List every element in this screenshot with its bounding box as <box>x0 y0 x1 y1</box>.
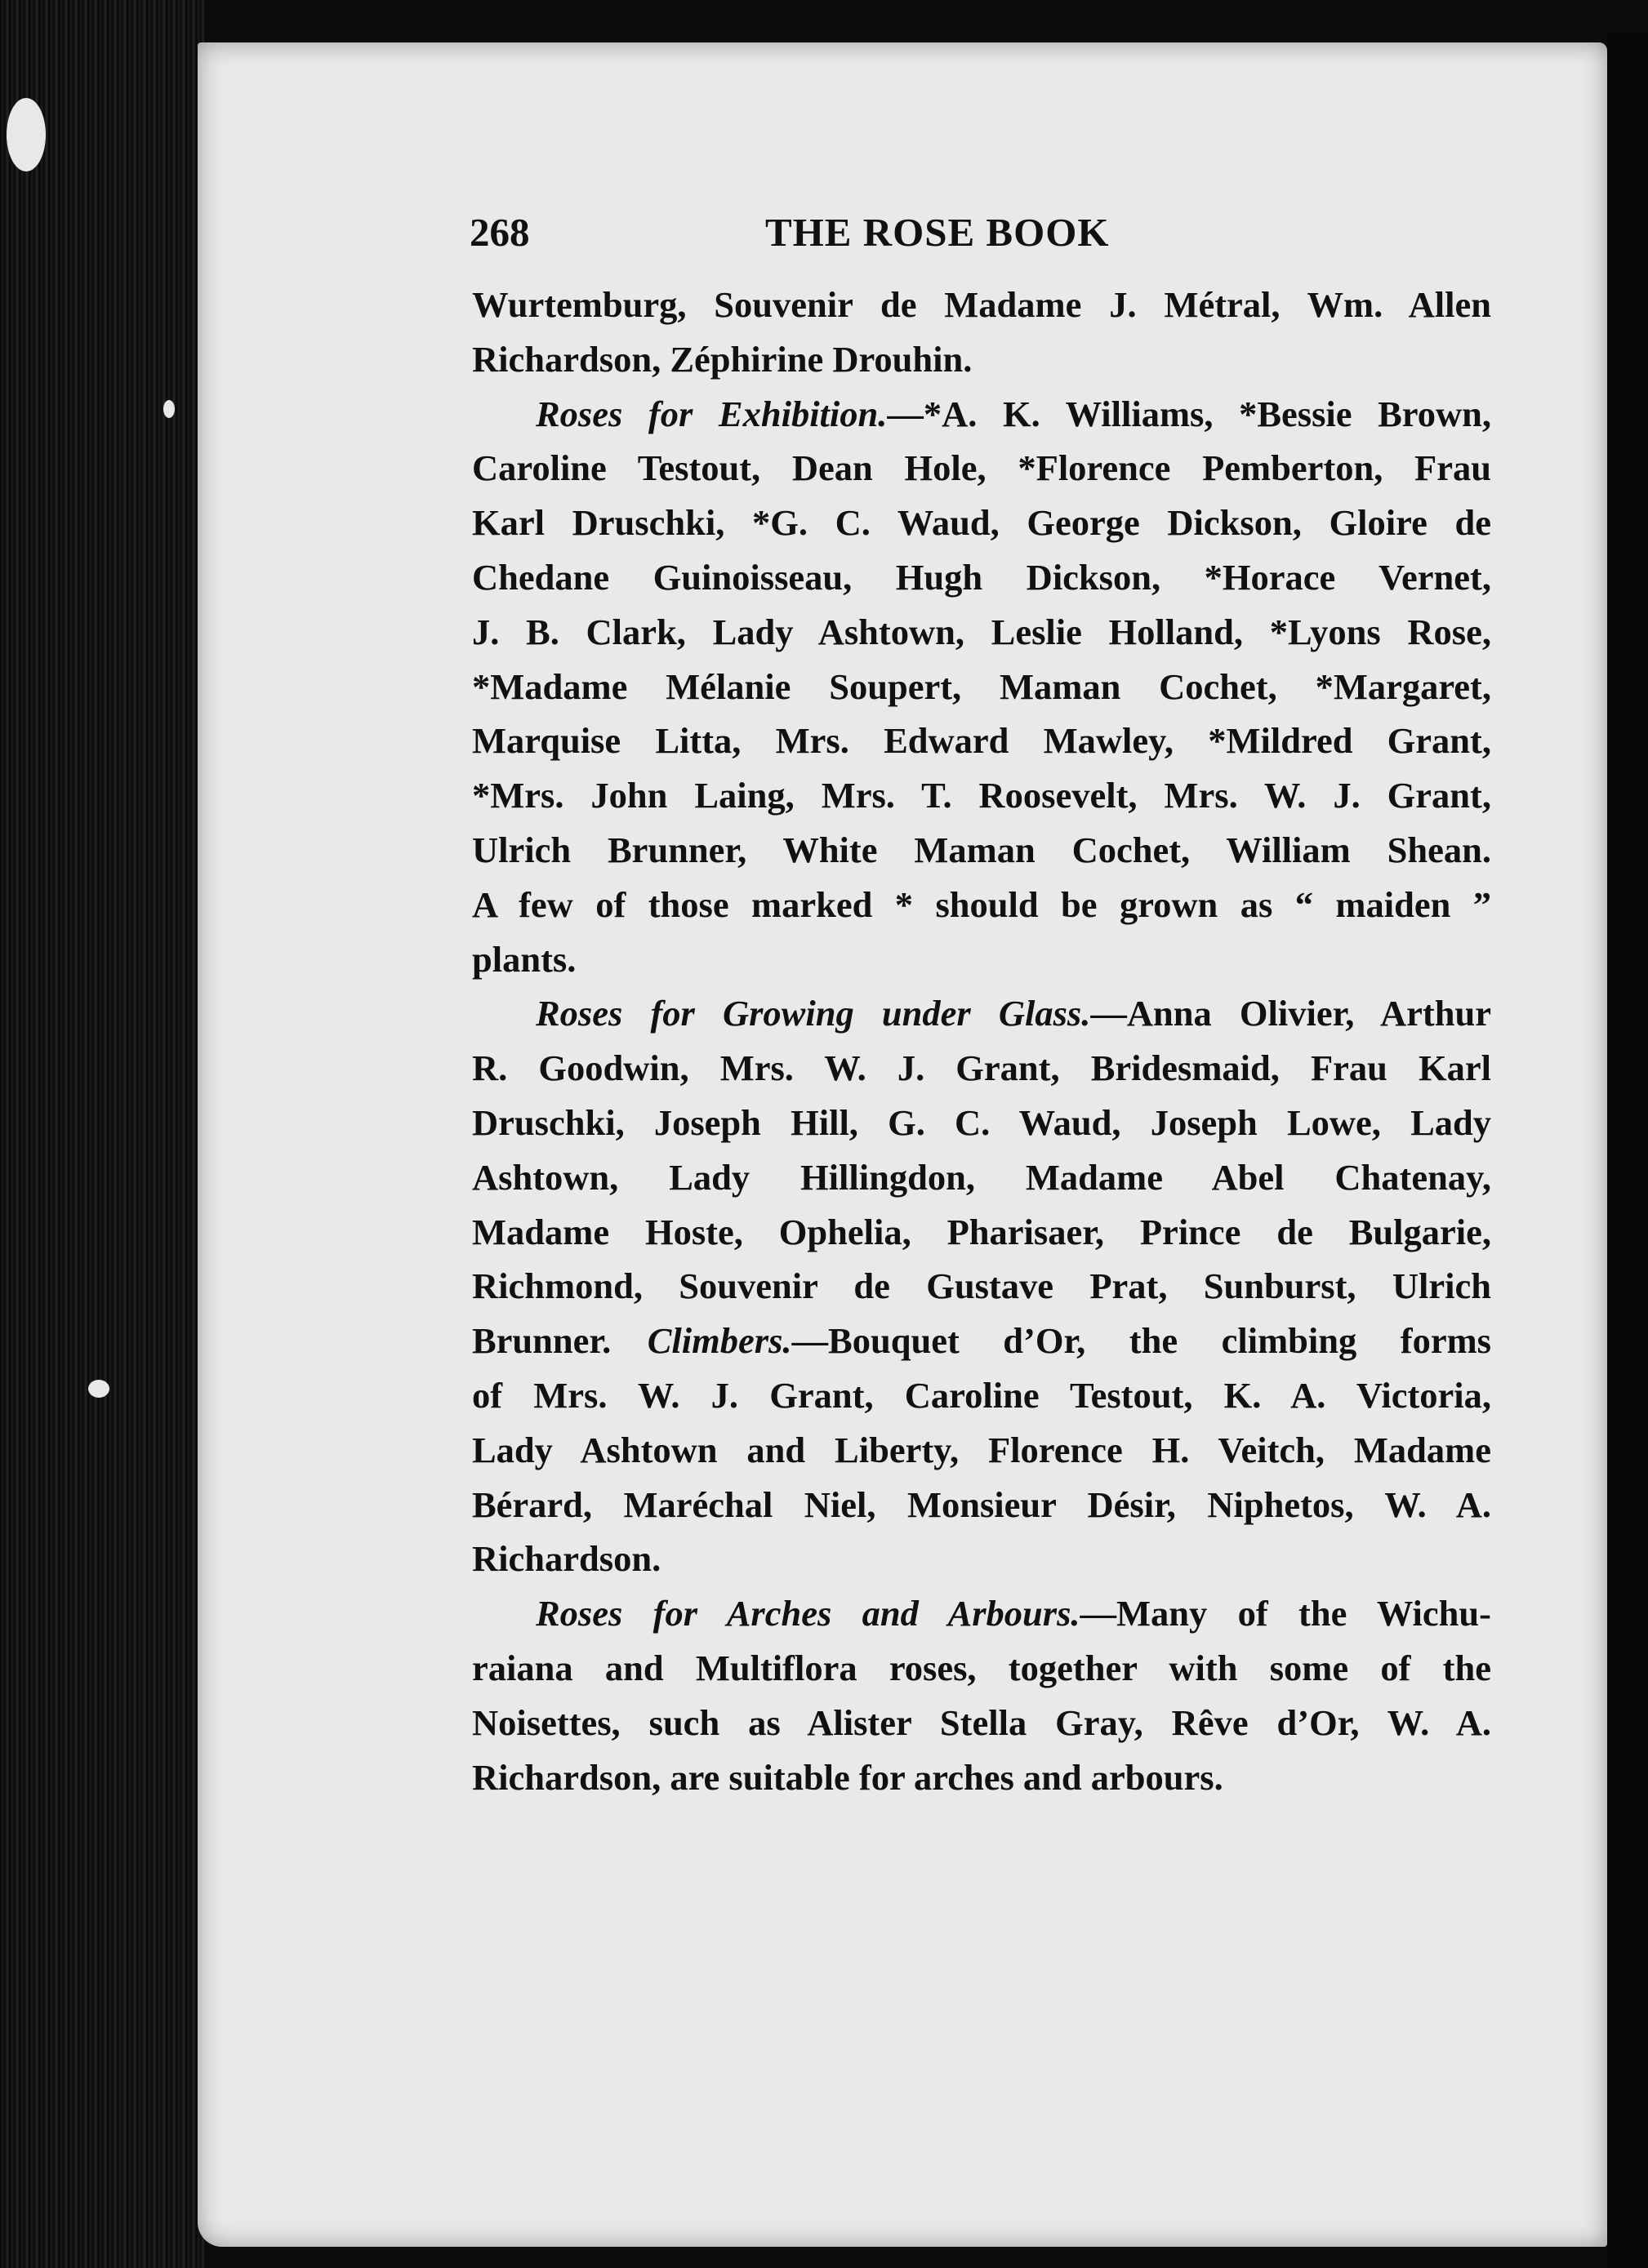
text-line: plants. <box>472 938 577 980</box>
text-line: Richmond, Souvenir de Gustave Prat, Sunburst, Ulrich <box>472 1265 1491 1307</box>
text-line: Marquise Litta, Mrs. Edward Mawley, *Mildred Grant, <box>472 720 1491 762</box>
text-line: Wurtemburg, Souvenir de Madame J. Métral, Wm. Allen <box>472 284 1491 325</box>
text-line: raiana and Multiflora roses, together with some of the <box>472 1647 1491 1688</box>
text-line <box>472 1586 1491 1641</box>
text-run: —*A. K. Williams, *Bessie Brown, <box>887 393 1491 434</box>
book-title: THE ROSE BOOK <box>765 210 1110 255</box>
book-page-edges <box>0 0 204 2268</box>
text-line: Richardson. <box>472 1538 661 1580</box>
section-heading: Roses for Exhibition. <box>536 393 888 434</box>
paragraph-under-glass <box>472 986 1491 1586</box>
text-line <box>472 387 1491 442</box>
text-line: Ulrich Brunner, White Maman Cochet, William Shean. <box>472 829 1491 870</box>
text-line: *Mrs. John Laing, Mrs. T. Roosevelt, Mrs. W. J. Grant, <box>472 775 1491 816</box>
text-line: J. B. Clark, Lady Ashtown, Leslie Holland, *Lyons Rose, <box>472 611 1491 652</box>
text-line: Druschki, Joseph Hill, G. C. Waud, Joseph Lowe, Lady <box>472 1101 1491 1143</box>
paragraph-continuation <box>472 278 1491 387</box>
text-line: A few of those marked * should be grown as “ maiden ” <box>472 883 1491 925</box>
text-line: Madame Hoste, Ophelia, Pharisaer, Prince de Bulgarie, <box>472 1211 1491 1252</box>
text-line: *Madame Mélanie Soupert, Maman Cochet, *Margaret, <box>472 665 1491 707</box>
section-heading: Roses for Growing under Glass. <box>536 993 1091 1034</box>
paragraph-exhibition <box>472 387 1491 987</box>
text-line: R. Goodwin, Mrs. W. J. Grant, Bridesmaid, Frau Karl <box>472 1047 1491 1089</box>
page-text <box>472 278 1491 1804</box>
text-line <box>472 986 1491 1041</box>
paper-speck <box>7 98 46 171</box>
paper-speck <box>88 1380 109 1398</box>
text-line: Bérard, Maréchal Niel, Monsieur Désir, Niphetos, W. A. <box>472 1483 1491 1525</box>
text-line: Richardson, Zéphirine Drouhin. <box>472 338 973 380</box>
text-line: Caroline Testout, Dean Hole, *Florence Pemberton, Frau <box>472 447 1491 489</box>
text-run: Brunner. <box>472 1320 612 1362</box>
text-run: —Bouquet d’Or, the climbing forms <box>791 1320 1491 1362</box>
section-heading: Roses for Arches and Arbours. <box>536 1593 1080 1634</box>
text-line: Richardson, are suitable for arches and arbours. <box>472 1756 1223 1798</box>
right-page-edge <box>1607 33 1648 2268</box>
paragraph-arches <box>472 1586 1491 1804</box>
section-heading: Climbers. <box>647 1320 792 1362</box>
text-line: Noisettes, such as Alister Stella Gray, Rêve d’Or, W. A. <box>472 1701 1491 1743</box>
paper-speck <box>163 400 175 418</box>
text-line: Karl Druschki, *G. C. Waud, George Dickson, Gloire de <box>472 502 1491 544</box>
text-line <box>472 1314 1491 1368</box>
text-line: Chedane Guinoisseau, Hugh Dickson, *Horace Vernet, <box>472 556 1491 598</box>
page-number: 268 <box>470 210 530 255</box>
text-run: —Many of the Wichu- <box>1080 1593 1491 1634</box>
running-head <box>470 204 1490 261</box>
text-line: of Mrs. W. J. Grant, Caroline Testout, K. A. Victoria, <box>472 1374 1491 1416</box>
text-run: —Anna Olivier, Arthur <box>1090 993 1492 1034</box>
text-line: Ashtown, Lady Hillingdon, Madame Abel Chatenay, <box>472 1156 1491 1198</box>
text-line: Lady Ashtown and Liberty, Florence H. Veitch, Madame <box>472 1429 1491 1470</box>
